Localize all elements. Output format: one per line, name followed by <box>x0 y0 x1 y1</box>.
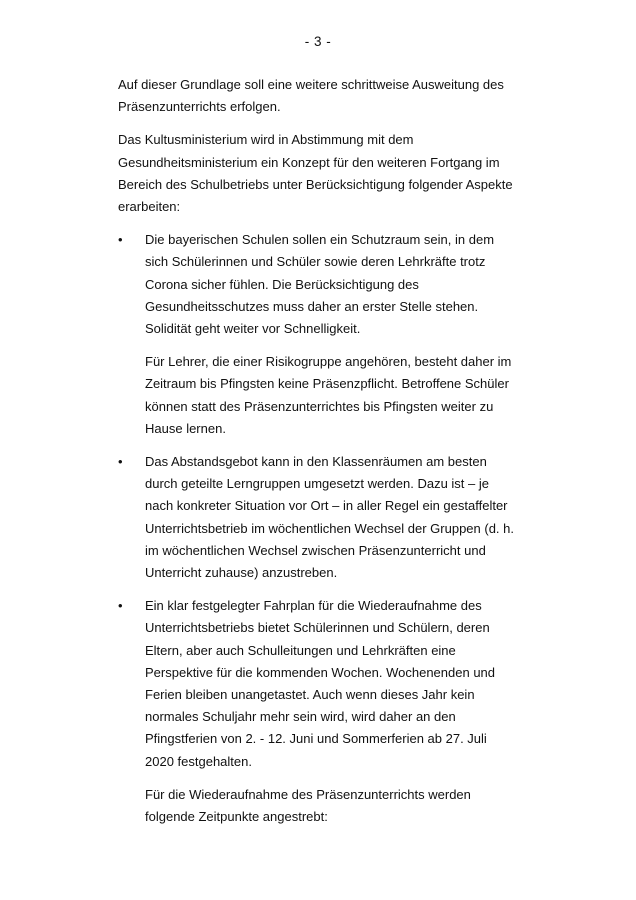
bullet-icon: • <box>118 598 123 614</box>
list-item <box>118 451 518 584</box>
document-body <box>118 74 518 839</box>
list-item-text: Das Abstandsgebot kann in den Klassenräumen am besten durch geteilte Lerngruppen umgesetzt werden. Dazu ist – je nach konkreter Situation vor Ort – in aller Regel ein gestaffelter Unterrichtsbetrieb im wöchentlichen Wechsel der Gruppen (d. h. im wöchentlichen Wechsel zwischen Präsenzunterricht und Unterricht zuhause) anzustreben. <box>145 454 514 581</box>
paragraph-intro: Auf dieser Grundlage soll eine weitere schrittweise Ausweitung des Präsenzunterrichts erfolgen. <box>118 77 504 115</box>
list-item-followup: Für die Wiederaufnahme des Präsenzunterrichts werden folgende Zeitpunkte angestrebt: <box>145 786 471 825</box>
paragraph-concept: Das Kultusministerium wird in Abstimmung mit dem Gesundheitsministerium ein Konzept für den weiteren Fortgang im Bereich des Schulbetriebs unter Berücksichtigung folgender Aspekte erarbeiten: <box>118 132 513 215</box>
list-item-text: Die bayerischen Schulen sollen ein Schutzraum sein, in dem sich Schülerinnen und Schüler sowie deren Lehrkräfte trotz Corona sicher fühlen. Die Berücksichtigung des Gesundheitsschutzes muss daher an erster Stelle stehen. Solidität geht weiter vor Schnelligkeit. <box>145 232 495 337</box>
list-item-text: Ein klar festgelegter Fahrplan für die Wiederaufnahme des Unterrichtsbetriebs bietet Schülerinnen und Schülern, deren Eltern, aber auch Schulleitungen und Lehrkräften eine Perspektive für die kommenden Wochen. Wochenenden und Ferien bleiben unangetastet. Auch wenn dieses Jahr kein normales Schuljahr mehr sein wird, wird daher an den Pfingstferien von 2. - 12. Juni und Sommerferien ab 27. Juli 2020 festgehalten. <box>145 598 496 769</box>
bullet-icon: • <box>118 232 123 248</box>
list-item <box>118 595 518 828</box>
bullet-icon: • <box>118 454 123 470</box>
aspects-list <box>118 229 518 828</box>
list-item <box>118 229 518 440</box>
list-item-followup: Für Lehrer, die einer Risikogruppe angehören, besteht daher im Zeitraum bis Pfingsten keine Präsenzpflicht. Betroffene Schüler können statt des Präsenzunterrichtes bis Pfingsten weiter zu Hause lernen. <box>145 354 512 436</box>
page-number: - 3 - <box>304 34 332 49</box>
